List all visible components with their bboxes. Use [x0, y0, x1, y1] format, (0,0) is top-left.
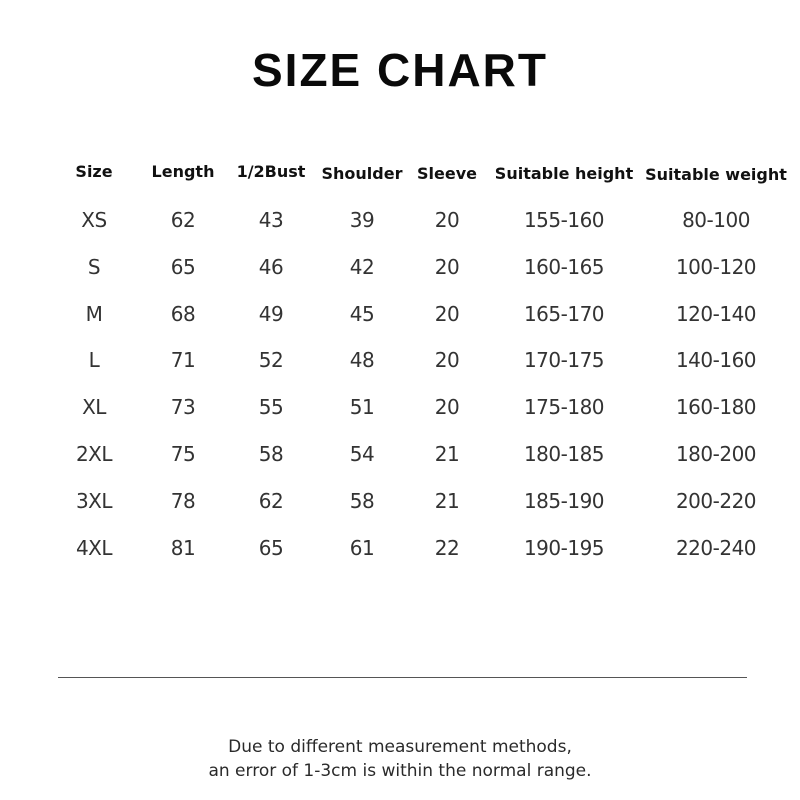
table-cell-half-bust: 46: [258, 254, 284, 279]
divider: [58, 677, 747, 678]
table-cell-length: 78: [170, 488, 196, 513]
table-cell-suitable-weight: 120-140: [675, 301, 757, 326]
table-cell-suitable-weight: 220-240: [675, 535, 757, 560]
column-header-length: Length: [151, 162, 215, 181]
table-cell-suitable-height: 185-190: [523, 488, 605, 513]
table-cell-suitable-height: 175-180: [523, 395, 605, 420]
measurement-note-line-2: an error of 1-3cm is within the normal range.: [208, 761, 592, 781]
table-cell-length: 65: [170, 254, 196, 279]
table-cell-shoulder: 61: [349, 535, 375, 560]
table-cell-suitable-height: 155-160: [523, 208, 605, 232]
table-cell-size: 4XL: [75, 535, 113, 560]
table-cell-size: L: [88, 348, 100, 373]
table-cell-length: 73: [170, 395, 196, 420]
table-cell-suitable-weight: 200-220: [675, 488, 757, 513]
table-cell-suitable-weight: 180-200: [675, 442, 757, 466]
table-cell-sleeve: 21: [434, 488, 460, 513]
table-cell-half-bust: 65: [258, 535, 284, 560]
table-cell-size: XL: [82, 395, 106, 420]
table-cell-size: 2XL: [75, 442, 113, 466]
table-cell-sleeve: 20: [434, 395, 460, 420]
table-cell-size: S: [87, 254, 101, 279]
table-cell-sleeve: 22: [434, 535, 460, 560]
table-cell-half-bust: 62: [258, 488, 284, 513]
column-header-size: Size: [75, 162, 113, 181]
table-cell-sleeve: 20: [434, 348, 460, 373]
table-cell-size: 3XL: [75, 488, 113, 513]
table-cell-shoulder: 45: [349, 301, 375, 326]
table-cell-suitable-height: 165-170: [523, 301, 605, 326]
table-cell-shoulder: 48: [349, 348, 375, 373]
table-cell-length: 75: [170, 442, 196, 466]
table-cell-shoulder: 58: [349, 488, 375, 513]
table-cell-suitable-height: 170-175: [523, 348, 605, 373]
column-header-half-bust: 1/2Bust: [236, 162, 306, 181]
table-cell-suitable-weight: 140-160: [675, 348, 757, 373]
table-cell-half-bust: 55: [258, 395, 284, 420]
table-cell-shoulder: 39: [349, 208, 375, 232]
measurement-note-line-1: Due to different measurement methods,: [228, 737, 572, 757]
table-cell-sleeve: 20: [434, 254, 460, 279]
table-cell-half-bust: 43: [258, 208, 284, 232]
table-cell-suitable-height: 190-195: [523, 535, 605, 560]
table-cell-half-bust: 52: [258, 348, 284, 373]
column-header-suitable-weight: Suitable weight: [645, 165, 787, 184]
column-header-sleeve: Sleeve: [417, 164, 477, 183]
table-cell-sleeve: 21: [434, 442, 460, 466]
table-cell-shoulder: 51: [349, 395, 375, 420]
table-cell-length: 81: [170, 535, 196, 560]
table-cell-shoulder: 54: [349, 442, 375, 466]
table-cell-length: 62: [170, 208, 196, 232]
table-cell-size: XS: [81, 208, 107, 232]
table-cell-suitable-weight: 100-120: [675, 254, 757, 279]
page-title: SIZE CHART: [252, 44, 548, 96]
table-cell-half-bust: 49: [258, 301, 284, 326]
table-cell-size: M: [85, 301, 103, 326]
table-cell-suitable-weight: 80-100: [682, 208, 750, 232]
column-header-suitable-height: Suitable height: [494, 164, 634, 183]
table-cell-sleeve: 20: [434, 208, 460, 232]
table-cell-suitable-height: 160-165: [523, 254, 605, 279]
table-cell-sleeve: 20: [434, 301, 460, 326]
table-cell-suitable-height: 180-185: [523, 442, 605, 466]
column-header-shoulder: Shoulder: [321, 164, 403, 183]
table-cell-suitable-weight: 160-180: [675, 395, 757, 420]
table-cell-half-bust: 58: [258, 442, 284, 466]
table-cell-length: 71: [170, 348, 196, 373]
table-cell-length: 68: [170, 301, 196, 326]
table-cell-shoulder: 42: [349, 254, 375, 279]
